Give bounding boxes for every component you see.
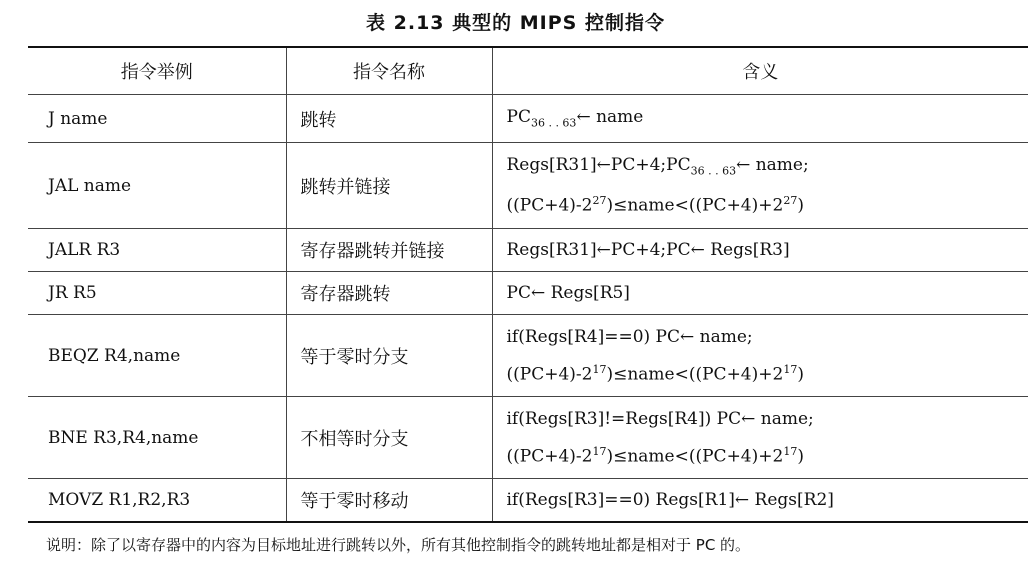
meaning-line: PC← Regs[R5] xyxy=(506,283,630,303)
table-row xyxy=(28,229,1028,272)
instruction-meaning xyxy=(492,479,1028,522)
table-row xyxy=(28,272,1028,315)
instruction-meaning xyxy=(492,272,1028,315)
meaning-line: $((PC+4)-2^{17})\le name<((PC+4)+2^{17})$ xyxy=(506,444,804,467)
mips-control-instructions-table xyxy=(28,46,1028,523)
table-title: 表 2.13 典型的 MIPS 控制指令 xyxy=(366,12,665,34)
meaning-line: $PC_{36 . . 63}\leftarrow$ name xyxy=(506,107,644,130)
instruction-name: 等于零时分支 xyxy=(286,315,492,397)
instruction-meaning xyxy=(492,315,1028,397)
table-row xyxy=(28,397,1028,479)
instruction-meaning xyxy=(492,95,1028,143)
meaning-line: if(Regs[R3]!=Regs[R4]) PC← name; xyxy=(506,408,814,429)
instruction-example: JALR R3 xyxy=(28,229,286,272)
meaning-line: $((PC+4)-2^{17})\le name<((PC+4)+2^{17})$ xyxy=(506,362,804,385)
table-row xyxy=(28,143,1028,229)
column-header-example: 指令举例 xyxy=(28,47,286,95)
instruction-example: JR R5 xyxy=(28,272,286,315)
meaning-line: if(Regs[R4]==0) PC← name; xyxy=(506,326,753,347)
instruction-name: 跳转并链接 xyxy=(286,143,492,229)
instruction-meaning xyxy=(492,229,1028,272)
header-row xyxy=(28,47,1028,95)
meaning-line: $((PC+4)-2^{27})\le name<((PC+4)+2^{27})$ xyxy=(506,193,804,216)
instruction-name: 跳转 xyxy=(286,95,492,143)
instruction-name: 寄存器跳转 xyxy=(286,272,492,315)
instruction-example: BEQZ R4,name xyxy=(28,315,286,397)
meaning-line: Regs[R31]←PC+4;PC← Regs[R3] xyxy=(506,240,790,260)
instruction-name: 不相等时分支 xyxy=(286,397,492,479)
instruction-name: 等于零时移动 xyxy=(286,479,492,522)
instruction-meaning xyxy=(492,143,1028,229)
instruction-example: MOVZ R1,R2,R3 xyxy=(28,479,286,522)
table-note: 说明：除了以寄存器中的内容为目标地址进行跳转以外，所有其他控制指令的跳转地址都是相对于 PC 的。 xyxy=(46,536,751,554)
instruction-example: J name xyxy=(28,95,286,143)
meaning-line: if(Regs[R3]==0) Regs[R1]← Regs[R2] xyxy=(506,489,834,510)
table-row xyxy=(28,95,1028,143)
column-header-name: 指令名称 xyxy=(286,47,492,95)
table-row xyxy=(28,315,1028,397)
column-header-meaning: 含义 xyxy=(492,47,1028,95)
table-row xyxy=(28,479,1028,522)
instruction-name: 寄存器跳转并链接 xyxy=(286,229,492,272)
instruction-meaning xyxy=(492,397,1028,479)
instruction-example: BNE R3,R4,name xyxy=(28,397,286,479)
meaning-line: $Regs[R31]\leftarrow PC+4;PC_{36 . . 63}\leftarrow$ name; xyxy=(506,155,809,178)
instruction-example: JAL name xyxy=(28,143,286,229)
